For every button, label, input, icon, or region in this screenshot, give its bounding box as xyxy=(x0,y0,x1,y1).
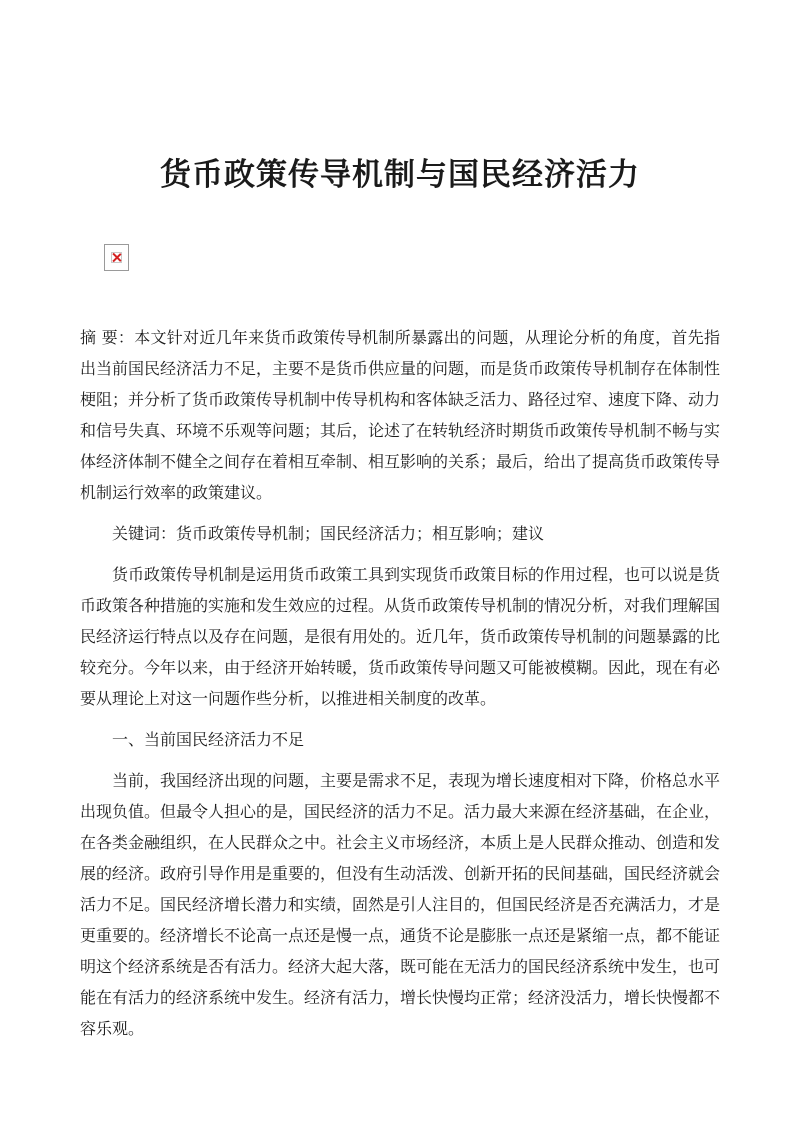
intro-paragraph: 货币政策传导机制是运用货币政策工具到实现货币政策目标的作用过程，也可以说是货币政策各种措施的实施和发生效应的过程。从货币政策传导机制的情况分析，对我们理解国民经济运行特点以及存在问题，是很有用处的。近几年，货币政策传导机制的问题暴露的比较充分。今年以来，由于经济开始转暖，货币政策传导问题又可能被模糊。因此，现在有必要从理论上对这一问题作些分析，以推进相关制度的改革。 xyxy=(80,565,721,708)
broken-image-cross xyxy=(111,252,122,263)
broken-image-icon xyxy=(104,244,129,271)
section-paragraph: 当前，我国经济出现的问题，主要是需求不足，表现为增长速度相对下降，价格总水平出现负值。但最令人担心的是，国民经济的活力不足。活力最大来源在经济基础，在企业，在各类金融组织，在人民群众之中。社会主义市场经济，本质上是人民群众推动、创造和发展的经济。政府引导作用是重要的，但没有生动活泼、创新开拓的民间基础，国民经济就会活力不足。国民经济增长潜力和实绩，固然是引人注目的，但国民经济是否充满活力，才是更重要的。经济增长不论高一点还是慢一点，通货不论是膨胀一点还是紧缩一点，都不能证明这个经济系统是否有活力。经济大起大落，既可能在无活力的国民经济系统中发生，也可能在有活力的经济系统中发生。经济有活力，增长快慢均正常；经济没活力，增长快慢都不容乐观。 xyxy=(80,771,721,1038)
section-heading: 一、当前国民经济活力不足 xyxy=(112,730,305,749)
document-body xyxy=(80,322,720,1054)
abstract-paragraph: 摘 要：本文针对近几年来货币政策传导机制所暴露出的问题，从理论分析的角度，首先指出当前国民经济活力不足，主要不是货币供应量的问题，而是货币政策传导机制存在体制性梗阻；并分析了货币政策传导机制中传导机构和客体缺乏活力、路径过窄、速度下降、动力和信号失真、环境不乐观等问题；其后，论述了在转轨经济时期货币政策传导机制不畅与实体经济体制不健全之间存在着相互牵制、相互影响的关系；最后，给出了提高货币政策传导机制运行效率的政策建议。 xyxy=(80,328,721,502)
keywords-paragraph: 关键词：货币政策传导机制；国民经济活力；相互影响；建议 xyxy=(112,524,545,543)
document-title: 货币政策传导机制与国民经济活力 xyxy=(160,157,640,193)
